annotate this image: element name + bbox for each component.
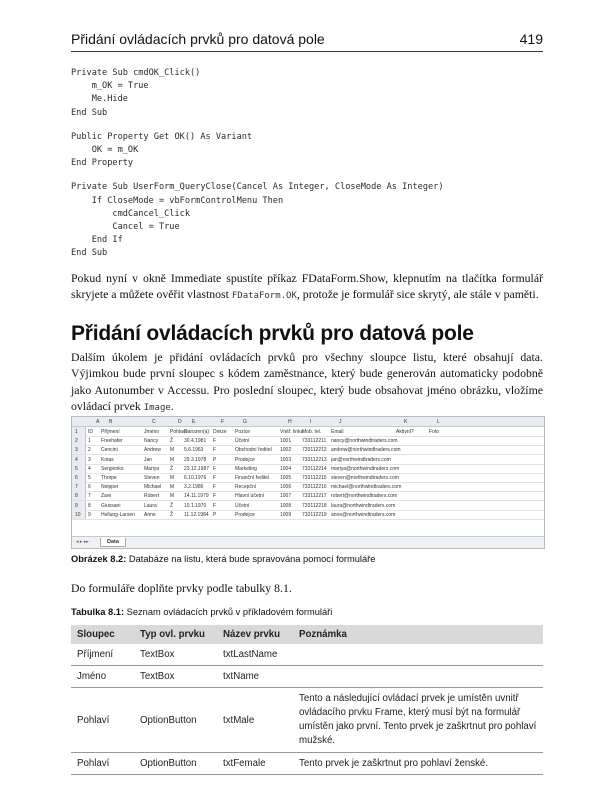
sheet-cell: Freehafer [101, 438, 123, 445]
table-cell: Pohlaví [71, 688, 134, 753]
row-number-text: 10 [75, 511, 81, 518]
table-cell: TextBox [134, 666, 217, 688]
table-header-cell: Název prvku [217, 625, 293, 644]
code-line-blank [71, 170, 444, 181]
sheet-cell: Email [331, 429, 344, 435]
sheet-cell: M [170, 493, 175, 500]
sheet-cell: Steven [144, 475, 160, 481]
sheet-cell: robert@northwindtraders.com [331, 493, 398, 500]
row-number-text: 6 [75, 475, 78, 481]
sheet-cell: Michael [144, 484, 162, 491]
sheet-cell: F [213, 447, 217, 454]
sheet-cell: Ž [170, 438, 174, 445]
sheet-cell: Mob. tel. [302, 429, 322, 435]
row-number [72, 427, 86, 436]
table-cell [293, 644, 543, 666]
sheet-cell: 30.4.1981 [184, 438, 207, 445]
figure-caption-text: Databáze na listu, která bude spravována pomocí formuláře [126, 554, 376, 564]
sheet-cell: 5.6.1963 [184, 447, 204, 454]
column-letter: C [152, 419, 156, 425]
code-line: If CloseMode = vbFormControlMenu Then [71, 195, 284, 206]
row-number [72, 445, 86, 454]
sheet-cell: 4 [88, 465, 91, 472]
row-number [72, 491, 86, 500]
sheet-cell: 11.12.1984 [184, 511, 209, 518]
table-header-row [71, 625, 543, 644]
sheet-cell: M [170, 484, 175, 491]
table-cell: txtLastName [217, 644, 293, 666]
sheet-cell: M [170, 456, 175, 463]
sheet-cell: Ž [170, 502, 174, 509]
sheet-tab-bar [72, 536, 544, 548]
sheet-cell: 14.11.1979 [184, 493, 209, 500]
column-letter: E [192, 419, 196, 425]
table-cell: Tento prvek je zaškrtnut pro pohlaví ženské. [293, 753, 543, 775]
spreadsheet-screenshot [71, 416, 545, 549]
sheet-cell: 10.1.1970 [184, 502, 207, 509]
sheet-cell: 1005 [280, 475, 292, 481]
sheet-cell: Giussani [101, 502, 121, 509]
sheet-cell: F [213, 465, 217, 472]
sheet-cell: M [170, 447, 175, 454]
paragraph-text: Pokud nyní v okně Immediate spustíte příkaz FDataForm.Show, klepnutím na tlačítka formulář skryjete a můžete ověřit vlastnost [71, 271, 543, 302]
sheet-cell: 3 [88, 456, 91, 463]
code-listing [71, 67, 444, 260]
code-line: End Sub [71, 248, 108, 259]
sheet-cell: Zare [101, 493, 112, 500]
sheet-cell: 1003 [280, 456, 292, 463]
running-head-title: Přidání ovládacích prvků pro datová pole [71, 31, 325, 47]
table-row [71, 688, 543, 753]
sheet-nav-arrows-icon: ◂ ▸ ▸▸ [76, 539, 89, 545]
sheet-cell: 1002 [280, 447, 292, 454]
sheet-cell: Laura [144, 502, 157, 509]
table-cell: txtMale [217, 688, 293, 753]
row-number [72, 455, 86, 464]
paragraph-immediate [71, 270, 543, 305]
sheet-cell: Marketing [235, 465, 257, 472]
sheet-cell: Robert [144, 493, 160, 500]
code-line: End Sub [71, 107, 108, 118]
sheet-cell: 1004 [280, 465, 292, 472]
paragraph-text: Dalším úkolem je přidání ovládacích prvků pro všechny sloupce listu, které obsahují data. Výjimkou bude první sloupec s kódem zaměstnance, který bude generován automaticky podobně jako Autonumber v Accessu. Pro poslední sloupec, který bude obsahovat jméno obrázku, vložíme ovládací prvek [71, 350, 543, 413]
sheet-cell: Aktivní? [396, 429, 414, 435]
code-line: m_OK = True [71, 81, 149, 92]
row-number-text: 3 [75, 447, 78, 454]
sheet-cell: Jméno [144, 429, 160, 435]
sheet-cell: steven@northwindtraders.com [331, 475, 399, 481]
sheet-cell: Finanční ředitel [235, 475, 270, 481]
sheet-cell: 733112214 [302, 465, 327, 472]
table-row [71, 644, 543, 666]
sheet-cell: Divize [213, 429, 227, 435]
sheet-cell: Sergienko [101, 465, 124, 472]
sheet-cell: Hlavní účetní [235, 493, 265, 500]
sheet-cell: 23.12.1987 [184, 465, 210, 472]
row-number [72, 473, 86, 482]
table-header-cell: Poznámka [293, 625, 543, 644]
code-line: Public Property Get OK() As Variant [71, 131, 253, 142]
sheet-cell: Vnitř. linka [280, 429, 304, 435]
row-number-text: 5 [75, 465, 78, 472]
table-cell: txtFemale [217, 753, 293, 775]
table-cell [293, 666, 543, 688]
controls-table [71, 625, 543, 775]
code-line: Cancel = True [71, 221, 180, 232]
row-number-text: 7 [75, 484, 78, 491]
row-number-text: 4 [75, 456, 78, 463]
sheet-cell: jan@northwindtraders.com [331, 456, 391, 463]
sheet-cell: Recepční [235, 484, 257, 491]
sheet-cell: Jan [144, 456, 153, 463]
sheet-cell: Thorpe [101, 475, 117, 481]
sheet-cell: M [170, 475, 175, 481]
sheet-cell: 29.3.1978 [184, 456, 207, 463]
table-cell: TextBox [134, 644, 217, 666]
sheet-cell: Účetní [235, 502, 250, 509]
code-line-blank [71, 120, 444, 131]
sheet-cell: Neipper [101, 484, 119, 491]
row-number-text: 1 [75, 429, 78, 435]
sheet-cell: F [213, 484, 217, 491]
sheet-cell: P [213, 456, 217, 463]
sheet-cell: 1006 [280, 484, 292, 491]
sheet-cell: Cencini [101, 447, 118, 454]
sheet-cell: 1009 [280, 511, 292, 518]
sheet-cell: 733112218 [302, 502, 327, 509]
column-letter: H [288, 419, 292, 425]
row-number [72, 464, 86, 473]
sheet-cell: Andrew [144, 447, 161, 454]
code-line: Private Sub cmdOK_Click() [71, 68, 201, 78]
column-letter: A [96, 419, 100, 425]
table-cell: OptionButton [134, 753, 217, 775]
sheet-cell: 733112216 [302, 484, 327, 491]
sheet-cell: Příjmení [101, 429, 120, 435]
sheet-cell: Mariya [144, 465, 160, 472]
sheet-cell: nancy@northwindtraders.com [331, 438, 398, 445]
table-header-cell: Typ ovl. prvku [134, 625, 217, 644]
column-letter: G [243, 419, 247, 425]
sheet-cell: 733112217 [302, 493, 327, 500]
sheet-cell: Hellung-Larsen [101, 511, 135, 518]
sheet-cell: Narozen(a) [184, 429, 210, 435]
column-letter: D [178, 419, 182, 425]
column-letter: J [339, 419, 342, 425]
column-letter: F [221, 419, 225, 425]
table-cell: Příjmení [71, 644, 134, 666]
sheet-cell: laura@northwindtraders.com [331, 502, 396, 509]
sheet-cell: Foto [429, 429, 440, 435]
table-caption-label: Tabulka 8.1: [71, 607, 125, 617]
column-letter: I [310, 419, 312, 425]
row-number [72, 482, 86, 491]
table-cell: Jméno [71, 666, 134, 688]
row-number-text: 2 [75, 438, 78, 445]
paragraph-text: , protože je formulář sice skrytý, ale stále v paměti. [296, 287, 539, 302]
sheet-cell: Nancy [144, 438, 159, 445]
table-caption-text: Seznam ovládacích prvků v příkladovém formuláři [124, 607, 333, 617]
sheet-cell: 3.2.1986 [184, 484, 204, 491]
sheet-cell: mariya@northwindtraders.com [331, 465, 400, 472]
sheet-cell: 6 [88, 484, 91, 491]
code-line: cmdCancel_Click [71, 208, 190, 219]
sheet-cell: Anne [144, 511, 156, 518]
row-number [72, 510, 86, 519]
sheet-cell: Pozice [235, 429, 251, 435]
sheet-cell: F [213, 493, 217, 500]
sheet-cell: 1001 [280, 438, 292, 445]
page-number: 419 [519, 31, 543, 47]
sheet-cell: 733112212 [302, 447, 327, 454]
sheet-cell: Pohlaví [170, 429, 187, 435]
sheet-cell: Ž [170, 511, 174, 518]
sheet-cell: P [213, 511, 217, 518]
sheet-cell: 6.10.1976 [184, 475, 207, 481]
sheet-cell: 733112213 [302, 456, 327, 463]
code-line: OK = m_OK [71, 144, 139, 155]
table-row [71, 666, 543, 688]
table-caption [71, 607, 332, 617]
inline-code: FDataForm.OK [231, 291, 297, 302]
sheet-cell: 1007 [280, 493, 292, 500]
column-letter: K [404, 419, 408, 425]
row-number [72, 501, 86, 510]
sheet-cell: 5 [88, 475, 91, 481]
sheet-cell: F [213, 502, 217, 509]
figure-caption-label: Obrázek 8.2: [71, 554, 127, 564]
paragraph-text: . [170, 398, 174, 413]
sheet-cell: Kotas [101, 456, 114, 463]
table-row [71, 753, 543, 775]
table-cell: txtName [217, 666, 293, 688]
code-line: Private Sub UserForm_QueryClose(Cancel As Integer, CloseMode As Integer) [71, 182, 444, 193]
row-number-text: 8 [75, 493, 78, 500]
sheet-cell: 1008 [280, 502, 292, 509]
sheet-cell: 1 [88, 438, 91, 445]
section-heading: Přidání ovládacích prvků pro datová pole [71, 322, 474, 345]
sheet-cell: anne@northwindtraders.com [331, 511, 396, 518]
column-letter: B [109, 419, 113, 425]
row-number-text: 9 [75, 502, 78, 509]
figure-caption [71, 554, 375, 564]
sheet-cell: 7 [88, 493, 91, 500]
sheet-cell: Účetní [235, 438, 250, 445]
sheet-cell: andrew@northwindtraders.com [331, 447, 401, 454]
sheet-cell: Prodejce [235, 456, 255, 463]
sheet-cell: ID [88, 429, 93, 435]
table-cell: OptionButton [134, 688, 217, 753]
paragraph-intro [71, 349, 543, 416]
running-head [71, 29, 543, 52]
sheet-cell: 733112215 [302, 475, 327, 481]
code-line: End Property [71, 158, 134, 169]
sheet-cell: 733112219 [302, 511, 327, 518]
sheet-cell: 733112211 [302, 438, 327, 445]
inline-code: Image [143, 402, 171, 413]
row-number [72, 436, 86, 445]
column-letter: L [437, 419, 440, 425]
sheet-row [72, 510, 544, 520]
sheet-cell: Ž [170, 465, 174, 472]
sheet-cell: Prodejce [235, 511, 255, 518]
sheet-cell: michael@northwindtraders.com [331, 484, 402, 491]
table-cell: Tento a následující ovládací prvek je umístěn uvnitř ovládacího prvku Frame, který musí být na formulář umístěn jako první. Tento prvek je zaškrtnut pro pohlaví mužské. [293, 688, 543, 753]
sheet-cell: F [213, 475, 217, 481]
column-header-bar [72, 417, 544, 427]
table-cell: Pohlaví [71, 753, 134, 775]
code-line: Me.Hide [71, 94, 128, 105]
sheet-cell: 8 [88, 502, 91, 509]
table-header-cell: Sloupec [71, 625, 134, 644]
sheet-cell: 9 [88, 511, 91, 518]
sheet-tab-data: Data [100, 538, 126, 547]
sheet-cell: 2 [88, 447, 91, 454]
paragraph-table-ref: Do formuláře doplňte prvky podle tabulky 8.1. [71, 581, 292, 595]
sheet-cell: F [213, 438, 217, 445]
sheet-cell: Obchodní ředitel [235, 447, 272, 454]
code-line: End If [71, 235, 123, 246]
